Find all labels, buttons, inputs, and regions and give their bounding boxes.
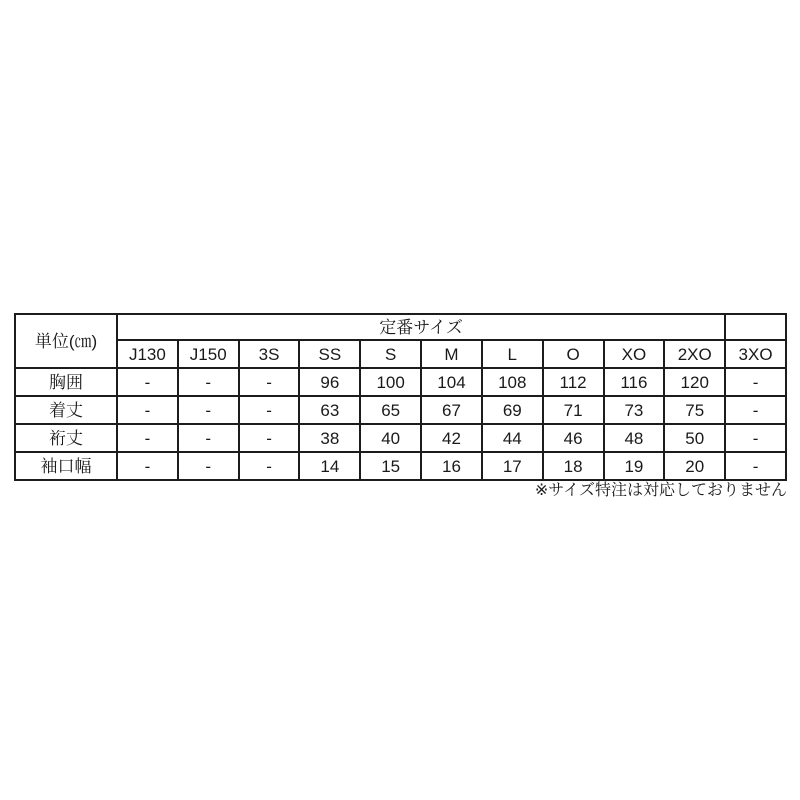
value-cell: 108 [482,368,543,396]
value-cell: - [117,368,178,396]
col-header-cell: 3S [239,340,300,368]
value-cell: - [178,368,239,396]
value-cell: 63 [299,396,360,424]
value-cell: 71 [543,396,604,424]
value-cell: 38 [299,424,360,452]
value-cell: 50 [664,424,725,452]
value-cell: 46 [543,424,604,452]
value-cell: 14 [299,452,360,480]
col-header-cell: J150 [178,340,239,368]
col-header-cell: 2XO [664,340,725,368]
size-chart-table [14,313,787,481]
value-cell: 19 [604,452,665,480]
value-cell: 40 [360,424,421,452]
table-header-row-group [15,314,786,340]
value-cell: 48 [604,424,665,452]
size-chart [14,313,787,481]
group-header-cell: 定番サイズ [117,314,725,340]
value-cell: - [239,424,300,452]
row-label-cell: 胸囲 [15,368,117,396]
value-cell: - [117,396,178,424]
value-cell: 104 [421,368,482,396]
value-cell: - [239,396,300,424]
value-cell: 69 [482,396,543,424]
value-cell: 73 [604,396,665,424]
table-header-row-sizes [15,340,786,368]
value-cell: 15 [360,452,421,480]
row-label-cell: 袖口幅 [15,452,117,480]
value-cell: 65 [360,396,421,424]
value-cell: 18 [543,452,604,480]
table-row-chest [15,368,786,396]
value-cell: - [725,396,786,424]
value-cell: 16 [421,452,482,480]
value-cell: 116 [604,368,665,396]
value-cell: - [725,424,786,452]
value-cell: 42 [421,424,482,452]
value-cell: - [178,396,239,424]
value-cell: - [178,452,239,480]
value-cell: - [239,452,300,480]
value-cell: - [725,452,786,480]
col-header-cell: O [543,340,604,368]
value-cell: - [117,424,178,452]
col-header-cell: SS [299,340,360,368]
value-cell: 112 [543,368,604,396]
value-cell: 17 [482,452,543,480]
col-header-cell: S [360,340,421,368]
value-cell: - [725,368,786,396]
table-row-body-length [15,396,786,424]
row-label-cell: 着丈 [15,396,117,424]
corner-blank-cell [725,314,786,340]
value-cell: - [117,452,178,480]
col-header-cell: J130 [117,340,178,368]
col-header-cell: M [421,340,482,368]
value-cell: 100 [360,368,421,396]
value-cell: - [239,368,300,396]
col-header-cell: L [482,340,543,368]
unit-header-cell: 単位(㎝) [15,314,117,368]
table-row-cuff-width [15,452,786,480]
value-cell: 75 [664,396,725,424]
value-cell: 120 [664,368,725,396]
value-cell: 67 [421,396,482,424]
custom-size-note: ※サイズ特注は対応しておりません [534,482,787,499]
value-cell: 20 [664,452,725,480]
value-cell: 96 [299,368,360,396]
table-row-sleeve-length [15,424,786,452]
col-header-cell: 3XO [725,340,786,368]
col-header-cell: XO [604,340,665,368]
value-cell: - [178,424,239,452]
value-cell: 44 [482,424,543,452]
row-label-cell: 裄丈 [15,424,117,452]
